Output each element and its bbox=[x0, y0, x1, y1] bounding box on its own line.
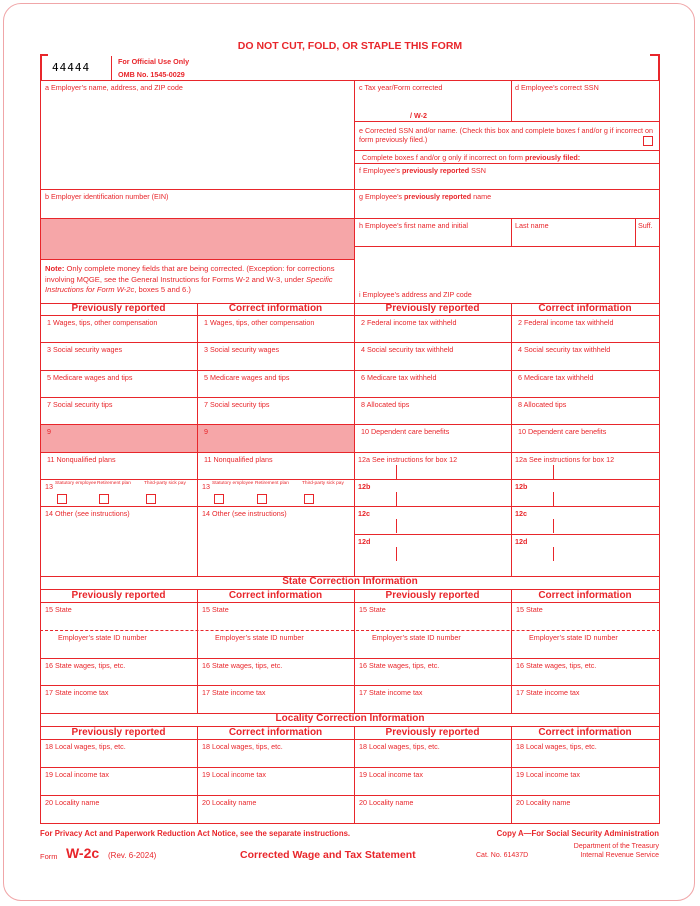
state-tax-corr-1: 17 State income tax bbox=[202, 688, 266, 697]
statement-title: Corrected Wage and Tax Statement bbox=[240, 849, 416, 861]
box-12a-prev: 12a See instructions for box 12 bbox=[358, 455, 458, 464]
state-prev-header-1: Previously reported bbox=[71, 590, 166, 601]
state-id-prev-1: Employer’s state ID number bbox=[58, 633, 147, 642]
local-wages-corr-2: 18 Local wages, tips, etc. bbox=[516, 742, 597, 751]
box-12a-corr: 12a See instructions for box 12 bbox=[515, 455, 615, 464]
box-c-label: c Tax year/Form corrected bbox=[359, 83, 443, 92]
state-tax-prev-1: 17 State income tax bbox=[45, 688, 109, 697]
state-tax-corr-2: 17 State income tax bbox=[516, 688, 580, 697]
state-id-corr-2: Employer’s state ID number bbox=[529, 633, 618, 642]
form-warning-title: DO NOT CUT, FOLD, OR STAPLE THIS FORM bbox=[237, 40, 463, 52]
local-wages-prev-1: 18 Local wages, tips, etc. bbox=[45, 742, 126, 751]
third-party-label-prev: Third-party sick pay bbox=[144, 481, 186, 486]
box-14-prev: 14 Other (see instructions) bbox=[45, 509, 130, 518]
catalog-number: Cat. No. 61437D bbox=[476, 852, 529, 859]
locality-name-corr-2: 20 Locality name bbox=[516, 798, 571, 807]
retirement-checkbox-prev[interactable] bbox=[99, 494, 109, 504]
privacy-notice: For Privacy Act and Paperwork Reduction Act Notice, see the separate instructions. bbox=[40, 829, 351, 838]
box-10-corr: 10 Dependent care benefits bbox=[518, 427, 607, 436]
box-8-prev: 8 Allocated tips bbox=[361, 400, 410, 409]
state-wages-prev-1: 16 State wages, tips, etc. bbox=[45, 661, 126, 670]
box-5-corr: 5 Medicare wages and tips bbox=[204, 373, 290, 382]
state-wages-corr-2: 16 State wages, tips, etc. bbox=[516, 661, 597, 670]
retirement-label-prev: Retirement plan bbox=[97, 481, 131, 486]
state-prev-1: 15 State bbox=[45, 605, 72, 614]
local-corr-header-1: Correct information bbox=[228, 727, 323, 738]
box-11-prev: 11 Nonqualified plans bbox=[47, 455, 116, 464]
box-2-prev: 2 Federal income tax withheld bbox=[361, 318, 457, 327]
local-prev-header-2: Previously reported bbox=[385, 727, 480, 738]
box-3-corr: 3 Social security wages bbox=[204, 345, 280, 354]
box-e-label: e Corrected SSN and/or name. (Check this box and complete boxes f and/or g if incorrect on form previously filed.) bbox=[359, 126, 654, 144]
box-e-checkbox[interactable] bbox=[643, 136, 653, 146]
copy-label: Copy A—For Social Security Administration bbox=[496, 829, 659, 838]
state-corr-2: 15 State bbox=[516, 605, 543, 614]
state-section-header: State Correction Information bbox=[282, 576, 418, 587]
note-text: Note: Only complete money fields that are being corrected. (Exception: for corrections involving MQGE, see the General Instructions for Forms W-2 and W-3, under Specific Instructions for Form W-2c, boxes 5 and 6.) bbox=[45, 264, 335, 294]
local-prev-header-1: Previously reported bbox=[71, 727, 166, 738]
box-a-label: a Employer’s name, address, and ZIP code bbox=[45, 83, 183, 92]
state-prev-2: 15 State bbox=[359, 605, 386, 614]
department-line-1: Department of the Treasury bbox=[573, 843, 659, 850]
box-4-prev: 4 Social security tax withheld bbox=[361, 345, 454, 354]
box-9-corr-shaded bbox=[198, 425, 354, 452]
department-line-2: Internal Revenue Service bbox=[580, 852, 659, 859]
last-name-label: Last name bbox=[515, 221, 549, 230]
box-4-corr: 4 Social security tax withheld bbox=[518, 345, 611, 354]
box-b-label: b Employer identification number (EIN) bbox=[45, 192, 169, 201]
complete-fg-note: Complete boxes f and/or g only if incorrect on form previously filed: bbox=[362, 153, 581, 162]
box-12d-prev: 12d bbox=[358, 537, 371, 546]
form-code: 44444 bbox=[52, 61, 91, 74]
state-id-prev-2: Employer’s state ID number bbox=[372, 633, 461, 642]
suffix-label: Suff. bbox=[638, 221, 653, 230]
box-2-corr: 2 Federal income tax withheld bbox=[518, 318, 614, 327]
box-9-prev: 9 bbox=[47, 427, 51, 436]
form-revision: (Rev. 6-2024) bbox=[108, 851, 157, 860]
locality-name-prev-1: 20 Locality name bbox=[45, 798, 100, 807]
state-id-corr-1: Employer’s state ID number bbox=[215, 633, 304, 642]
box-1-prev: 1 Wages, tips, other compensation bbox=[47, 318, 158, 327]
state-tax-prev-2: 17 State income tax bbox=[359, 688, 423, 697]
state-prev-header-2: Previously reported bbox=[385, 590, 480, 601]
box-10-prev: 10 Dependent care benefits bbox=[361, 427, 450, 436]
locality-section-header: Locality Correction Information bbox=[275, 713, 425, 724]
box-f-label: f Employee’s previously reported SSN bbox=[359, 166, 486, 175]
box-14-corr: 14 Other (see instructions) bbox=[202, 509, 287, 518]
statutory-checkbox-prev[interactable] bbox=[57, 494, 67, 504]
shaded-area bbox=[41, 219, 354, 259]
box-12c-prev: 12c bbox=[358, 509, 370, 518]
box-g-label: g Employee’s previously reported name bbox=[359, 192, 492, 201]
box-i-label: i Employee’s address and ZIP code bbox=[359, 290, 472, 299]
local-wages-corr-1: 18 Local wages, tips, etc. bbox=[202, 742, 283, 751]
prev-header-1: Previously reported bbox=[71, 303, 166, 314]
box-6-corr: 6 Medicare tax withheld bbox=[518, 373, 594, 382]
box-1-corr: 1 Wages, tips, other compensation bbox=[204, 318, 315, 327]
box-7-corr: 7 Social security tips bbox=[204, 400, 270, 409]
box-13-corr: 13 bbox=[202, 482, 210, 491]
box-8-corr: 8 Allocated tips bbox=[518, 400, 567, 409]
locality-name-prev-2: 20 Locality name bbox=[359, 798, 414, 807]
local-tax-prev-1: 19 Local income tax bbox=[45, 770, 109, 779]
box-11-corr: 11 Nonqualified plans bbox=[204, 455, 273, 464]
corr-header-2: Correct information bbox=[538, 303, 632, 314]
prev-header-2: Previously reported bbox=[385, 303, 480, 314]
official-use-label: For Official Use Only bbox=[118, 57, 190, 66]
retirement-label-corr: Retirement plan bbox=[255, 481, 289, 486]
box-12b-corr: 12b bbox=[515, 482, 528, 491]
box-5-prev: 5 Medicare wages and tips bbox=[47, 373, 133, 382]
third-party-checkbox-corr[interactable] bbox=[304, 494, 314, 504]
omb-number: OMB No. 1545-0029 bbox=[118, 70, 185, 79]
box-12c-corr: 12c bbox=[515, 509, 527, 518]
retirement-checkbox-corr[interactable] bbox=[257, 494, 267, 504]
statutory-label-corr: Statutory employee bbox=[212, 481, 254, 486]
box-12b-prev: 12b bbox=[358, 482, 371, 491]
state-corr-header-2: Correct information bbox=[538, 590, 632, 601]
box-13-prev: 13 bbox=[45, 482, 53, 491]
statutory-label-prev: Statutory employee bbox=[55, 481, 97, 486]
box-9-prev-shaded bbox=[41, 425, 197, 452]
state-wages-corr-1: 16 State wages, tips, etc. bbox=[202, 661, 283, 670]
state-wages-prev-2: 16 State wages, tips, etc. bbox=[359, 661, 440, 670]
box-c-value: / W-2 bbox=[410, 111, 428, 120]
state-corr-header-1: Correct information bbox=[228, 590, 323, 601]
local-tax-corr-2: 19 Local income tax bbox=[516, 770, 580, 779]
third-party-label-corr: Third-party sick pay bbox=[302, 481, 344, 486]
box-h-label: h Employee’s first name and initial bbox=[359, 221, 468, 230]
box-7-prev: 7 Social security tips bbox=[47, 400, 113, 409]
corr-header-1: Correct information bbox=[228, 303, 323, 314]
box-6-prev: 6 Medicare tax withheld bbox=[361, 373, 437, 382]
box-3-prev: 3 Social security wages bbox=[47, 345, 123, 354]
state-corr-1: 15 State bbox=[202, 605, 229, 614]
local-tax-prev-2: 19 Local income tax bbox=[359, 770, 423, 779]
local-tax-corr-1: 19 Local income tax bbox=[202, 770, 266, 779]
box-9-corr: 9 bbox=[204, 427, 208, 436]
third-party-checkbox-prev[interactable] bbox=[146, 494, 156, 504]
local-corr-header-2: Correct information bbox=[538, 727, 632, 738]
statutory-checkbox-corr[interactable] bbox=[214, 494, 224, 504]
local-wages-prev-2: 18 Local wages, tips, etc. bbox=[359, 742, 440, 751]
box-12d-corr: 12d bbox=[515, 537, 528, 546]
locality-name-corr-1: 20 Locality name bbox=[202, 798, 257, 807]
form-name: W-2c bbox=[66, 845, 100, 861]
form-word: Form bbox=[40, 852, 58, 861]
box-d-label: d Employee’s correct SSN bbox=[515, 83, 599, 92]
